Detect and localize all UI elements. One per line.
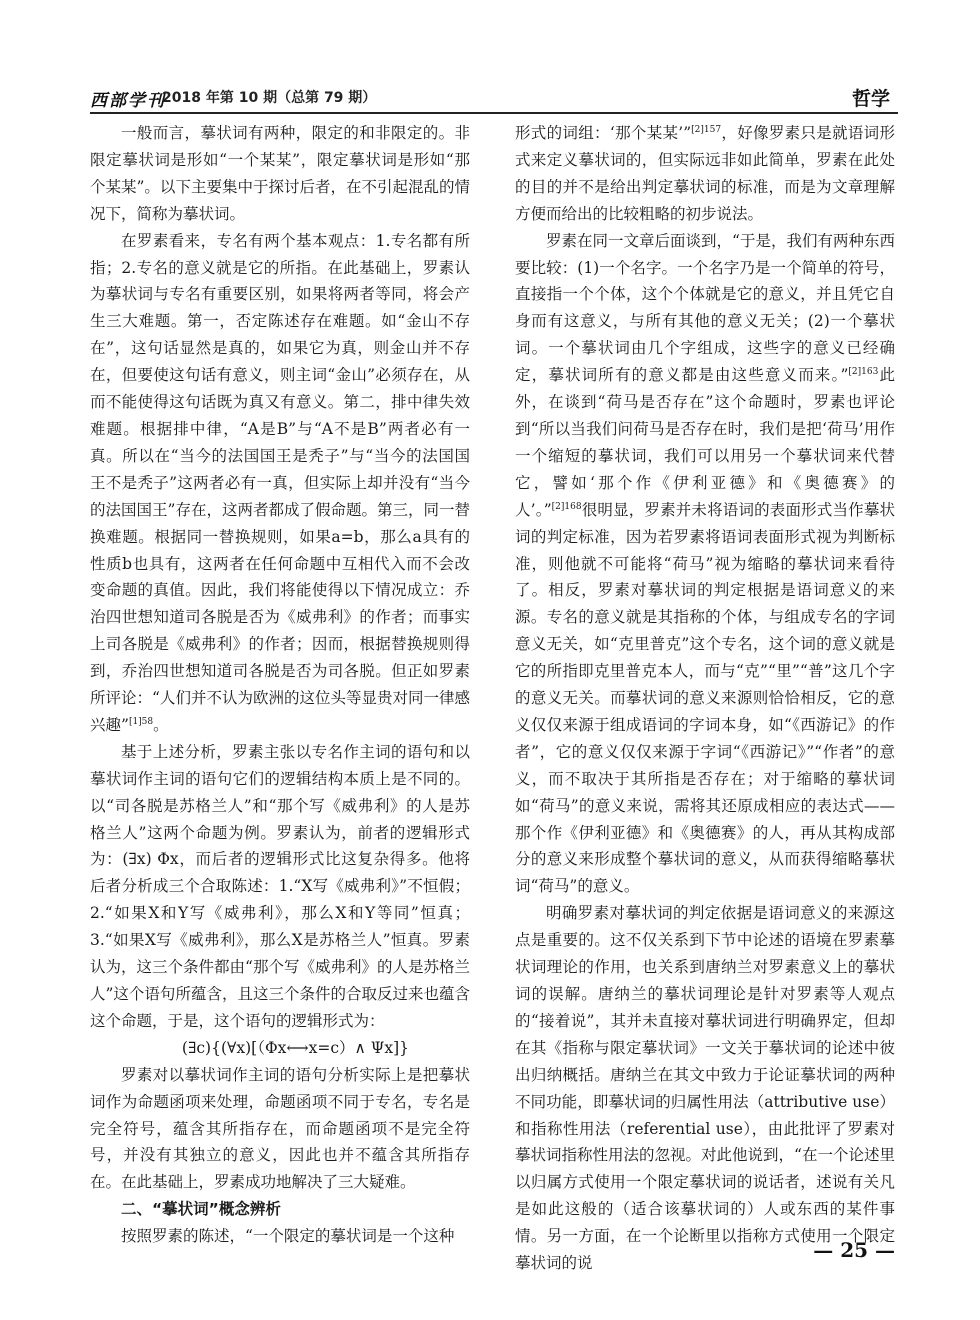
header-divider: [90, 112, 898, 114]
section-heading: 二、“摹状词”概念辨析: [121, 1200, 281, 1219]
paragraph-text: 此外，在谈到“荷马是否存在”这个命题时，罗素也评论到“所以当我们问荷马是否存在时，我们是把‘荷马’用作一个缩短的摹状词，我们可以用另一个摹状词来代替它，譬如‘那个作《伊利亚德》和《奥德赛》的人’。”: [515, 366, 895, 519]
paragraph: 基于上述分析，罗素主张以专名作主词的语句和以摹状词作主词的语句它们的逻辑结构本质上是不同的。以“司各脱是苏格兰人”和“那个写《威弗利》的人是苏格兰人”这两个命题为例。罗素认为，前者的逻辑形式为：(∃x) Φx，而后者的逻辑形式比这复杂得多。他将后者分析成三个合取陈述：1.“X写《威弗利》”不恒假；2.“如果X和Y写《威弗利》，那么X和Y等同”恒真；3.“如果X写《威弗利》，那么X是苏格兰人”恒真。罗素认为，这三个条件都由“那个写《威弗利》的人是苏格兰人”这个语句所蕴含，且这三个条件的合取反过来也蕴含这个命题，于是，这个语句的逻辑形式为：: [90, 742, 470, 1030]
paragraph-text: 很明显，罗素并未将语词的表面形式当作摹状词的判定标准，因为若罗素将语词表面形式视为判断标准，则他就不可能将“荷马”视为缩略的摹状词来看待了。相反，罗素对摹状词的判定根据是语词意义的来源。专名的意义就是其指称的个体，与组成专名的字词意义无关，如“克里普克”这个专名，这个词的意义就是它的所指即克里普克本人，而与“克”“里”“普”这几个字的意义无关。而摹状词的意义来源则恰恰相反，它的意义仅仅来源于组成语词的字词本身，如“《西游记》的作者”，它的意义仅仅来源于字词“《西游记》”“作者”的意义，而不取决于其所指是否存在；对于缩略的摹状词如“荷马”的意义来说，需将其还原成相应的表达式——那个作《伊利亚德》和《奥德赛》的人，再从其构成部分的意义来形成整个摹状词的意义，从而获得缩略摹状词“荷马”的意义。: [515, 500, 895, 896]
logic-formula: (∃c){(∀x)[（Φx⟷x=c）∧ Ψx]}: [181, 1038, 410, 1057]
section-label: 哲学: [851, 88, 890, 110]
paragraph: 罗素对以摹状词作主词的语句分析实际上是把摹状词作为命题函项来处理，命题函项不同于专名，专名是完全符号，蕴含其所指存在，而命题函项不是完全符号，并没有其独立的意义，因此也并不蕴含其所指存在。在此基础上，罗素成功地解决了三大疑难。: [90, 1065, 470, 1192]
paragraph: 明确罗素对摹状词的判定依据是语词意义的来源这点是重要的。这不仅关系到下节中论述的语境在罗素摹状词理论的作用，也关系到唐纳兰对罗素意义上的摹状词的误解。唐纳兰的摹状词理论是针对罗素等人观点的“接着说”，其并未直接对摹状词进行明确界定，但却在其《指称与限定摹状词》一文关于摹状词的论述中彼出归纳概括。唐纳兰在其文中致力于论证摹状词的两种不同功能，即摹状词的归属性用法（attributive use）和指称性用法（referential use），由此批评了罗素对摹状词指称性用法的忽视。对此他说到，“在一个论述里以归属方式使用一个限定摹状词的说话者，述说有关凡是如此这般的（适合该摹状词的）人或东西的某件事情。另一方面，在一个论断里以指称方式使用一个限定摹状词的说: [515, 904, 895, 1273]
paragraph-text: 形式的词组：‘那个某某’”: [515, 124, 692, 142]
citation: [2]163: [848, 367, 879, 377]
page-header: [90, 80, 890, 110]
paragraph-text: 罗素在同一文章后面谈到，“于是，我们有两种东西要比较：(1)一个名字。一个名字乃是一个简单的符号，直接指一个个体，这个个体就是它的意义，并且凭它自身而有这意义，与所有其他的意义无关；(2)一个摹状词。一个摹状词由几个字组成，这些字的意义已经确定，摹状词所有的意义都是由这些意义而来。”: [515, 231, 895, 385]
paragraph: [515, 228, 895, 901]
citation: [2]157: [691, 124, 722, 135]
paragraph: [90, 228, 470, 739]
left-column: [90, 120, 470, 1246]
paragraph-text: ，好像罗素只是就语词形式来定义摹状词的，但实际远非如此简单，罗素在此处的目的并不是给出判定摹状词的标准，而是为文章理解方便而给出的比较粗略的初步说法。: [515, 124, 895, 223]
citation: [1]58: [128, 716, 154, 727]
page-number: — 25 —: [813, 1238, 895, 1262]
journal-logo: 西部学刊: [90, 91, 166, 111]
issue-info: 2018 年第 10 期（总第 79 期）: [162, 90, 377, 106]
paragraph: 一般而言，摹状词有两种，限定的和非限定的。非限定摹状词是形如“一个某某”，限定摹状词是形如“那个某某”。以下主要集中于探讨后者，在不引起混乱的情况下，简称为摹状词。: [90, 124, 470, 223]
paragraph: 按照罗素的陈述，“一个限定的摹状词是一个这种: [121, 1227, 455, 1246]
citation: [2]168: [551, 501, 582, 512]
paragraph-text: 。: [153, 715, 169, 734]
paragraph-text: 在罗素看来，专名有两个基本观点：1.专名都有所指；2.专名的意义就是它的所指。在此基础上，罗素认为摹状词与专名有重要区别，如果将两者等同，将会产生三大难题。第一，否定陈述存在难题。如“金山不存在”，这句话显然是真的，如果它为真，则金山并不存在，但要使这句话有意义，则主词“金山”必须存在，从而不能使得这句话既为真又有意义。第二，排中律失效难题。根据排中律，“A是B”与“A不是B”两者必有一真。所以在“当今的法国国王是秃子”与“当今的法国国王不是秃子”这两者必有一真，但实际上却并没有“当今的法国国王”存在，这两者都成了假命题。第三，同一替换难题。根据同一替换规则，如果a=b，那么a具有的性质b也具有，这两者在任何命题中互相代入而不会改变命题的真值。因此，我们将能使得以下情况成立：乔治四世想知道司各脱是否为《威弗利》的作者；而事实上司各脱是《威弗利》的作者；因而，根据替换规则得到，乔治四世想知道司各脱是否为司各脱。但正如罗素所评论：“人们并不认为欧洲的这位头等显贵对同一律感兴趣”: [90, 231, 470, 734]
paragraph: [515, 120, 895, 228]
